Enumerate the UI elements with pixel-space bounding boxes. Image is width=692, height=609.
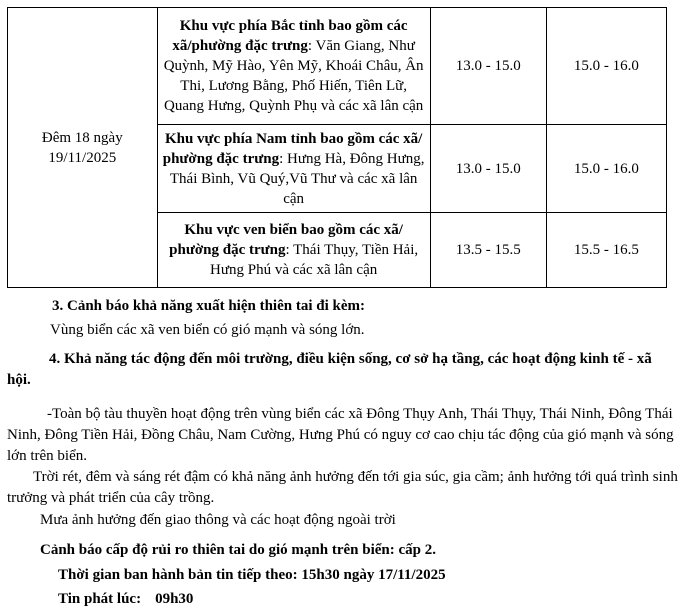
area-title: Khu vực phía Nam tỉnh bao gồm các xã/ phường đặc trưng (162, 130, 423, 167)
issued-time-label: Tin phát lúc: (58, 591, 142, 607)
value-range-2: 15.5 - 16.5 (546, 213, 666, 288)
value-range-2: 15.0 - 16.0 (546, 125, 666, 213)
forecast-time-text: Đêm 18 ngày 19/11/2025 (41, 129, 123, 166)
value-range-1: 13.0 - 15.0 (430, 125, 546, 213)
area-cell (157, 125, 430, 213)
impact-paragraph-1: -Toàn bộ tàu thuyền hoạt động trên vùng biển các xã Đông Thụy Anh, Thái Thụy, Thái Ninh, Đông Thái Ninh, Đông Tiền Hải, Đồng Châu, Nam Cường, Hưng Phú có nguy cơ cao chịu tác động của gió mạnh và sóng lớn trên biển. (7, 406, 674, 464)
forecast-table (7, 7, 667, 288)
table-row (8, 8, 667, 125)
issued-time-value: 09h30 (155, 591, 194, 607)
next-issue-time: Thời gian ban hành bản tin tiếp theo: 15h30 ngày 17/11/2025 (58, 567, 446, 583)
area-places: : Thái Thụy, Tiền Hải, Hưng Phú và các xã lân cận (210, 242, 419, 278)
section-3-heading: 3. Cảnh báo khả năng xuất hiện thiên tai đi kèm: (52, 298, 365, 314)
area-title: Khu vực phía Bắc tỉnh bao gồm các xã/phường đặc trưng (172, 18, 408, 54)
area-cell (157, 213, 430, 288)
forecast-time (8, 8, 158, 288)
section-3-body: Vùng biển các xã ven biển có gió mạnh và sóng lớn. (50, 322, 365, 338)
value-range-2: 15.0 - 16.0 (546, 8, 666, 125)
value-range-1: 13.0 - 15.0 (430, 8, 546, 125)
area-places: : Hưng Hà, Đông Hưng, Thái Bình, Vũ Quý,Vũ Thư và các xã lân cận (169, 150, 425, 207)
area-title: Khu vực ven biển bao gồm các xã/ phường đặc trưng (169, 222, 403, 258)
issued-time (58, 589, 193, 609)
area-cell (157, 8, 430, 125)
section-4-heading: 4. Khả năng tác động đến môi trường, điều kiện sống, cơ sở hạ tầng, các hoạt động kinh tế - xã hội. (7, 351, 652, 388)
area-places: : Văn Giang, Như Quỳnh, Mỹ Hào, Yên Mỹ, Khoái Châu, Ân Thi, Lương Bằng, Phố Hiến, Tiên Lữ, Quang Hưng, Quỳnh Phụ và các xã lân cận (163, 38, 424, 114)
value-range-1: 13.5 - 15.5 (430, 213, 546, 288)
impact-paragraph-2: Trời rét, đêm và sáng rét đậm có khả năng ảnh hưởng đến tới gia súc, gia cầm; ảnh hưởng tới quá trình sinh trưởng và phát triển của cây trồng. (7, 469, 678, 506)
impact-paragraph-3: Mưa ảnh hưởng đến giao thông và các hoạt động ngoài trời (40, 512, 396, 528)
risk-warning: Cảnh báo cấp độ rủi ro thiên tai do gió mạnh trên biển: cấp 2. (40, 542, 437, 558)
